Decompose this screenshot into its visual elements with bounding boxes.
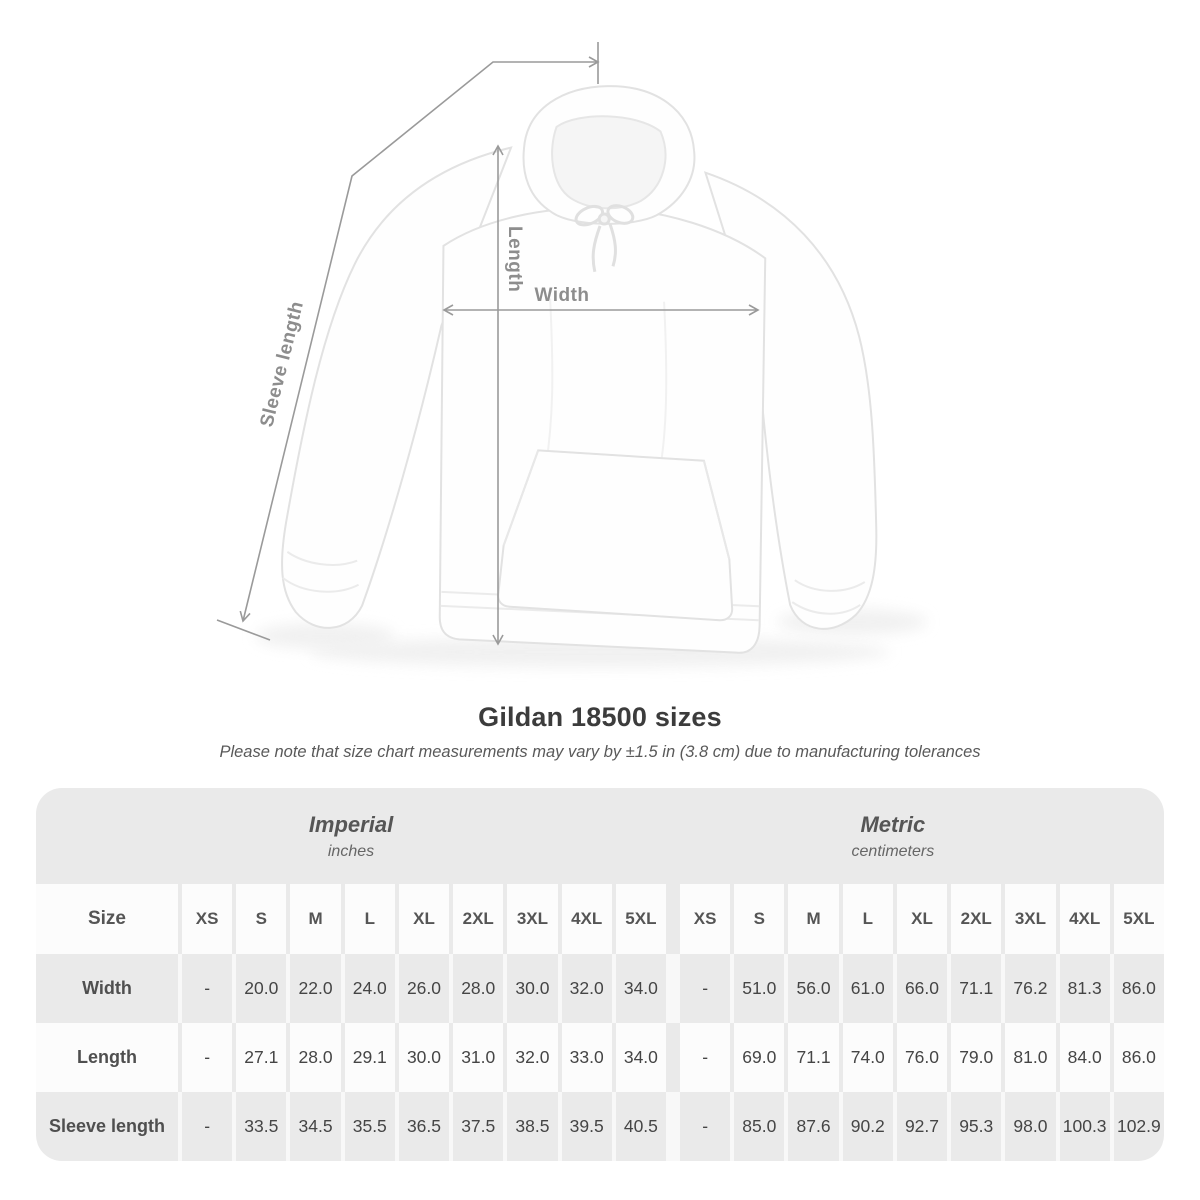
table-cell: 56.0 xyxy=(784,954,838,1023)
table-cell: - xyxy=(178,954,232,1023)
table-cell: 81.0 xyxy=(1001,1023,1055,1092)
table-cell: 86.0 xyxy=(1110,1023,1164,1092)
size-header-row xyxy=(36,884,1164,954)
table-cell: - xyxy=(676,1023,730,1092)
table-cell: 84.0 xyxy=(1056,1023,1110,1092)
row-label: Width xyxy=(82,978,132,998)
table-group-divider xyxy=(666,954,676,1023)
size-header: Size xyxy=(87,908,127,929)
table-cell: 98.0 xyxy=(1001,1092,1055,1161)
col-header: 5XL xyxy=(612,884,666,954)
col-header: S xyxy=(232,884,286,954)
table-group-divider xyxy=(666,1023,676,1092)
table-cell: 51.0 xyxy=(730,954,784,1023)
col-header: 2XL xyxy=(947,884,1001,954)
table-cell: 95.3 xyxy=(947,1092,1001,1161)
table-cell: 90.2 xyxy=(839,1092,893,1161)
col-header: M xyxy=(784,884,838,954)
col-header: 5XL xyxy=(1110,884,1164,954)
table-cell: 76.2 xyxy=(1001,954,1055,1023)
metric-group-header xyxy=(676,788,1110,884)
table-cell: 79.0 xyxy=(947,1023,1001,1092)
table-cell: - xyxy=(676,1092,730,1161)
row-label: Length xyxy=(77,1047,137,1067)
table-cell: 36.5 xyxy=(395,1092,449,1161)
table-cell: 32.0 xyxy=(558,954,612,1023)
table-cell: 20.0 xyxy=(232,954,286,1023)
table-row-length xyxy=(36,1023,1164,1092)
col-header: 3XL xyxy=(1001,884,1055,954)
table-cell: 61.0 xyxy=(839,954,893,1023)
table-cell: 34.0 xyxy=(612,954,666,1023)
table-cell: 26.0 xyxy=(395,954,449,1023)
table-cell: 28.0 xyxy=(286,1023,340,1092)
table-cell: 30.0 xyxy=(395,1023,449,1092)
table-cell: 71.1 xyxy=(784,1023,838,1092)
table-row-width xyxy=(36,954,1164,1023)
col-header: XS xyxy=(178,884,232,954)
size-table xyxy=(36,788,1164,1161)
col-header: 3XL xyxy=(503,884,557,954)
col-header: M xyxy=(286,884,340,954)
table-cell: 100.3 xyxy=(1056,1092,1110,1161)
table-cell: 29.1 xyxy=(341,1023,395,1092)
table-cell: 22.0 xyxy=(286,954,340,1023)
table-cell: 33.5 xyxy=(232,1092,286,1161)
length-label: Length xyxy=(504,226,525,293)
table-cell: 87.6 xyxy=(784,1092,838,1161)
table-cell: 85.0 xyxy=(730,1092,784,1161)
table-cell: - xyxy=(178,1092,232,1161)
table-cell: 86.0 xyxy=(1110,954,1164,1023)
col-header: XS xyxy=(676,884,730,954)
table-cell: 24.0 xyxy=(341,954,395,1023)
table-cell: 102.9 xyxy=(1110,1092,1164,1161)
table-group-divider xyxy=(666,884,676,954)
col-header: 2XL xyxy=(449,884,503,954)
table-group-divider xyxy=(666,1092,676,1161)
col-header: S xyxy=(730,884,784,954)
sleeve-length-bottom-tick xyxy=(217,620,270,640)
table-cell: 35.5 xyxy=(341,1092,395,1161)
table-cell: 71.1 xyxy=(947,954,1001,1023)
page-title: Gildan 18500 sizes xyxy=(478,702,722,732)
metric-label: Metric xyxy=(860,811,926,837)
table-cell: 33.0 xyxy=(558,1023,612,1092)
imperial-group-header xyxy=(36,788,666,884)
table-cell: 31.0 xyxy=(449,1023,503,1092)
table-cell: - xyxy=(178,1023,232,1092)
width-label: Width xyxy=(534,285,590,306)
table-cell: 40.5 xyxy=(612,1092,666,1161)
col-header: 4XL xyxy=(558,884,612,954)
row-label: Sleeve length xyxy=(48,1116,166,1136)
metric-unit: centimeters xyxy=(851,842,935,860)
table-cell: 76.0 xyxy=(893,1023,947,1092)
tolerance-note: Please note that size chart measurements may vary by ±1.5 in (3.8 cm) due to manufacturing tolerances xyxy=(219,743,981,761)
col-header: XL xyxy=(893,884,947,954)
table-cell: 92.7 xyxy=(893,1092,947,1161)
table-cell: 28.0 xyxy=(449,954,503,1023)
col-header: L xyxy=(839,884,893,954)
col-header: XL xyxy=(395,884,449,954)
imperial-unit: inches xyxy=(327,842,375,860)
table-cell: 39.5 xyxy=(558,1092,612,1161)
hoodie-illustration xyxy=(280,78,888,657)
col-header: L xyxy=(341,884,395,954)
title-block xyxy=(0,702,1200,762)
imperial-label: Imperial xyxy=(308,811,394,837)
hoodie-pocket xyxy=(498,449,736,620)
col-header: 4XL xyxy=(1056,884,1110,954)
sleeve-length-label: Sleeve length xyxy=(256,298,309,430)
table-cell: - xyxy=(676,954,730,1023)
table-cell: 37.5 xyxy=(449,1092,503,1161)
table-cell: 30.0 xyxy=(503,954,557,1023)
table-cell: 27.1 xyxy=(232,1023,286,1092)
table-cell: 74.0 xyxy=(839,1023,893,1092)
table-row-sleeve-length xyxy=(36,1092,1164,1161)
hoodie-hood-opening xyxy=(551,115,667,210)
table-cell: 38.5 xyxy=(503,1092,557,1161)
table-cell: 34.5 xyxy=(286,1092,340,1161)
table-cell: 69.0 xyxy=(730,1023,784,1092)
table-cell: 34.0 xyxy=(612,1023,666,1092)
table-cell: 66.0 xyxy=(893,954,947,1023)
table-cell: 32.0 xyxy=(503,1023,557,1092)
unit-group-banner xyxy=(36,788,1164,884)
table-cell: 81.3 xyxy=(1056,954,1110,1023)
